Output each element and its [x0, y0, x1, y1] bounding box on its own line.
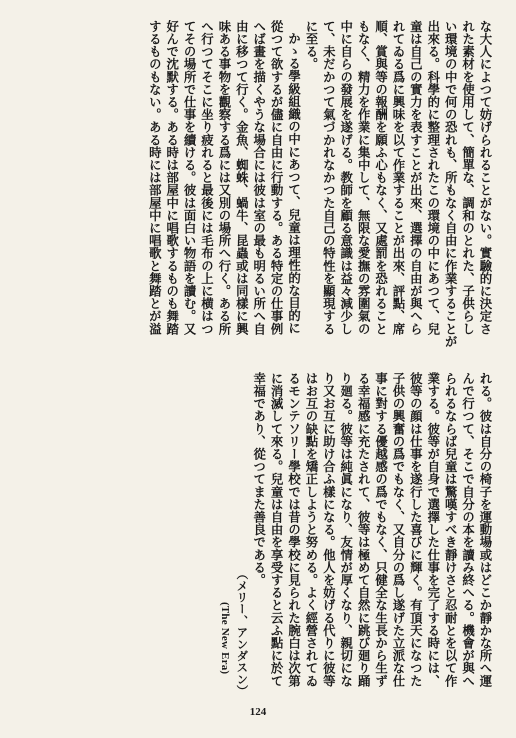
- text-column: へ行つてそこに坐り疲れると最後には毛布の上に横はつ: [199, 20, 215, 335]
- page-number: 124: [249, 706, 267, 718]
- text-column: れてゐる爲に興味を以て作業することが出來、評點、席: [390, 20, 406, 335]
- text-column: な大人によつて妨げられることがない。實驗的に決定さ: [478, 20, 493, 335]
- text-column: れた素材を使用して、簡單な、調和のとれた、子供らし: [460, 20, 476, 335]
- text-column: り又お互に助け合ふ樣になる。他人を妨げる代りに彼等: [321, 372, 337, 687]
- author-attribution: （メリー、アンダスン）: [235, 568, 250, 697]
- text-column: 幸福であり、從つてまた善良である。: [251, 372, 267, 587]
- text-column: 從つて欲するが儘に自由に行動する。ある特定の仕事例: [269, 20, 285, 335]
- text-column: 彼等の顔は仕事を遂行した喜びに輝く。有頂天になつた: [408, 372, 424, 687]
- text-block-top: [22, 20, 494, 354]
- text-column: 業する。彼等が自身で選擇した仕事を完了する時には、: [425, 372, 441, 687]
- text-column: れる。彼は自分の椅子を運動場或はどこか靜かな所へ運: [478, 372, 493, 687]
- text-column: へば畫を描くやうな場合には彼は室の最も明るい所へ自: [251, 20, 267, 335]
- text-column: てその場所で仕事を續ける。彼は面白い物語を讀む。又: [182, 20, 198, 335]
- text-column: んで行つて、そこで自分の本を讀み終へる。機會が與へ: [460, 372, 476, 687]
- text-block-bottom: [22, 372, 494, 702]
- text-column: もなく、精力を作業に集中して、無限な愛撫の雰圍氣の: [356, 20, 372, 335]
- text-column: 中に自らの發展を遂げる。教師を顧る意識は益々減少し: [338, 20, 354, 335]
- text-column: 童は自己の實力を表すことが出來、選擇の自由が與へら: [408, 20, 424, 335]
- text-column: て、未だかつて氣づかれなかつた自己の特性を顯現する: [321, 20, 337, 335]
- text-column: い環境の中で何の恐れも、所もなく自由に作業することが: [443, 20, 459, 348]
- text-column: するものもない。ある時には部屋中に唱歌と舞踏とが溢: [147, 20, 163, 335]
- text-column: る幸福感に充たされて、彼等は極めて自然に跳び廻り踊: [356, 372, 372, 687]
- source-citation: (The New Era): [218, 602, 231, 675]
- text-column: 出來る。科學的に整理されたこの環境の中にあつて、兒: [425, 20, 441, 335]
- text-column: 順、賞與等の報酬を願ふ心もなく、又處罰を恐れること: [373, 20, 389, 335]
- text-column: はお互の缺點を矯正しようと努める。よく經營されてゐ: [303, 372, 319, 687]
- text-column: 味ある事物を觀察する爲には又別の場所へ行く。ある所: [216, 20, 232, 335]
- text-column: られるならば兒童は驚嘆すべき靜けさと忍耐とを以て作: [443, 372, 459, 687]
- text-column: 子供の興奮の爲でもなく、又自分の爲し遂げた立派な仕: [390, 372, 406, 687]
- text-column: 由に移つて行く。金魚、蜘蛛、蝸牛、昆蟲或は同樣に興: [234, 20, 250, 335]
- text-column: に消滅して來る。兒童は自由を享受すると云ふ點に於て: [269, 372, 285, 687]
- text-column: に至る。: [303, 20, 319, 71]
- text-column: り廻る。彼等は純眞になり、友情が厚くなり、親切にな: [338, 372, 354, 687]
- text-column: 事に對する優越感の爲でもなく、只健全な生長から生ず: [373, 372, 389, 687]
- text-column: 好んで沈默する。ある時は部屋中に唱歌するものも舞踏: [164, 20, 180, 335]
- text-column: かゝる學級組織の中にあつて、兒童は理性的な目的に: [286, 32, 302, 335]
- text-column: るモンテソリー學校では昔の學校に見られた腕白は次第: [286, 372, 302, 687]
